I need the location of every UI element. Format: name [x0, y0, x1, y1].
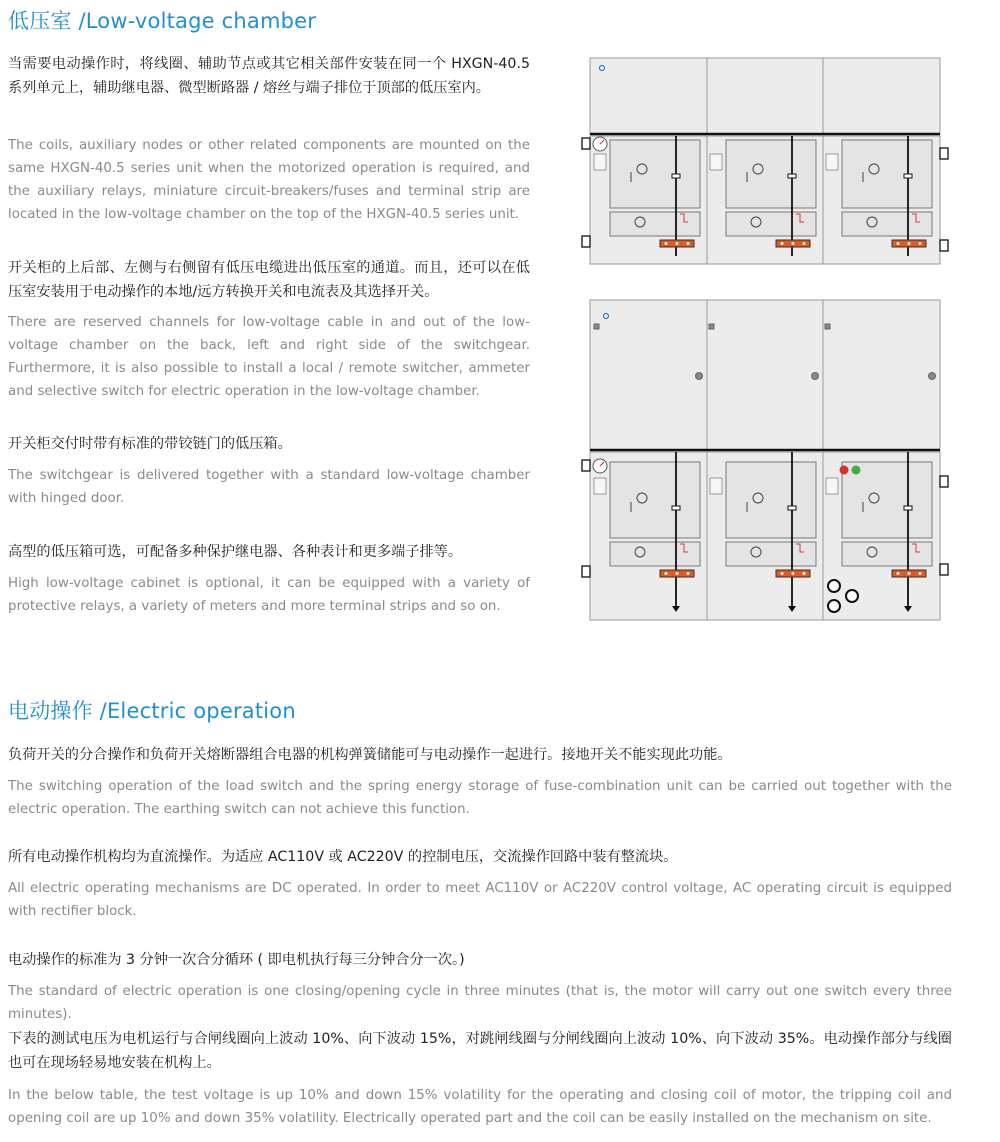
- paragraph-en-5: The switching operation of the load switch and the spring energy storage of fuse-combination unit can be carried out together with the electric operation. The earthing switch can not achieve this function.: [8, 779, 952, 817]
- paragraph-en-2: There are reserved channels for low-voltage cable in and out of the low-voltage chamber on the back, left and right side of the switchgear. Furthermore, it is also possible to install a local / remote switcher, ammeter and selective switch for electric operation in the low-voltage chamber.: [8, 315, 530, 399]
- paragraph-en-6: All electric operating mechanisms are DC operated. In order to meet AC110V or AC220V control voltage, AC operating circuit is equipped with rectifier block.: [8, 881, 952, 919]
- door-knob-icon: [812, 373, 819, 380]
- paragraph-cn-1: 当需要电动操作时，将线圈、辅助节点或其它相关部件安装在同一个 HXGN-40.5 系列单元上，辅助继电器、微型断路器 / 熔丝与端子排位于顶部的低压室内。: [8, 56, 530, 96]
- green-indicator-lamp-icon: [852, 466, 861, 475]
- high-lv-chamber: [590, 300, 940, 450]
- control-knob-icon: [828, 600, 840, 612]
- paragraph-en-8: In the below table, the test voltage is up 10% and down 15% volatility for the operating and closing coil of motor, the tripping coil and opening coil are up 10% and down 35% volatility. Electrically operated part and the coil can be easily installed on the mechanism on site.: [8, 1088, 952, 1126]
- paragraph-cn-2: 开关柜的上后部、左侧与右侧留有低压电缆进出低压室的通道。而且，还可以在低压室安装用于电动操作的本地/远方转换开关和电流表及其选择开关。: [8, 260, 530, 300]
- door-knob-icon: [696, 373, 703, 380]
- red-indicator-lamp-icon: [840, 466, 849, 475]
- paragraph-en-1: The coils, auxiliary nodes or other related components are mounted on the same HXGN-40.5 series unit when the motorized operation is required, and the auxiliary relays, miniature circuit-breakers/fuses and terminal strip are located in the low-voltage chamber on the top of the HXGN-40.5 series unit.: [8, 138, 530, 222]
- paragraph-cn-7: 电动操作的标准为 3 分钟一次合分循环 ( 即电机执行每三分钟合分一次。): [8, 952, 465, 968]
- paragraph-en-3: The switchgear is delivered together with a standard low-voltage chamber with hinged door.: [8, 468, 530, 506]
- standard-low-voltage-chamber-diagram: [576, 56, 956, 268]
- lv-chamber: [590, 58, 940, 134]
- section-title-low-voltage-chamber: 低压室 /Low-voltage chamber: [8, 9, 317, 33]
- paragraph-cn-8: 下表的测试电压为电机运行与合闸线圈向上波动 10%、向下波动 15%，对跳闸线圈与分闸线圈向上波动 10%、向下波动 35%。电动操作部分与线圈也可在现场轻易地安装在机构上。: [8, 1031, 952, 1071]
- paragraph-en-7: The standard of electric operation is one closing/opening cycle in three minutes (that is, the motor will carry out one switch every three minutes).: [8, 984, 952, 1022]
- paragraph-cn-6: 所有电动操作机构均为直流操作。为适应 AC110V 或 AC220V 的控制电压，交流操作回路中装有整流块。: [8, 849, 678, 865]
- section-title-electric-operation: 电动操作 /Electric operation: [8, 699, 296, 723]
- control-knob-icon: [846, 590, 858, 602]
- paragraph-cn-3: 开关柜交付时带有标准的带铰链门的低压箱。: [8, 436, 292, 452]
- control-knob-icon: [828, 580, 840, 592]
- paragraph-cn-5: 负荷开关的分合操作和负荷开关熔断器组合电器的机构弹簧储能可与电动操作一起进行。接地开关不能实现此功能。: [8, 747, 732, 763]
- door-knob-icon: [929, 373, 936, 380]
- paragraph-cn-4: 高型的低压箱可选，可配备多种保护继电器、各种表计和更多端子排等。: [8, 544, 463, 560]
- paragraph-en-4: High low-voltage cabinet is optional, it can be equipped with a variety of protective relays, a variety of meters and more terminal strips and so on.: [8, 576, 530, 614]
- high-low-voltage-cabinet-diagram: [576, 298, 956, 624]
